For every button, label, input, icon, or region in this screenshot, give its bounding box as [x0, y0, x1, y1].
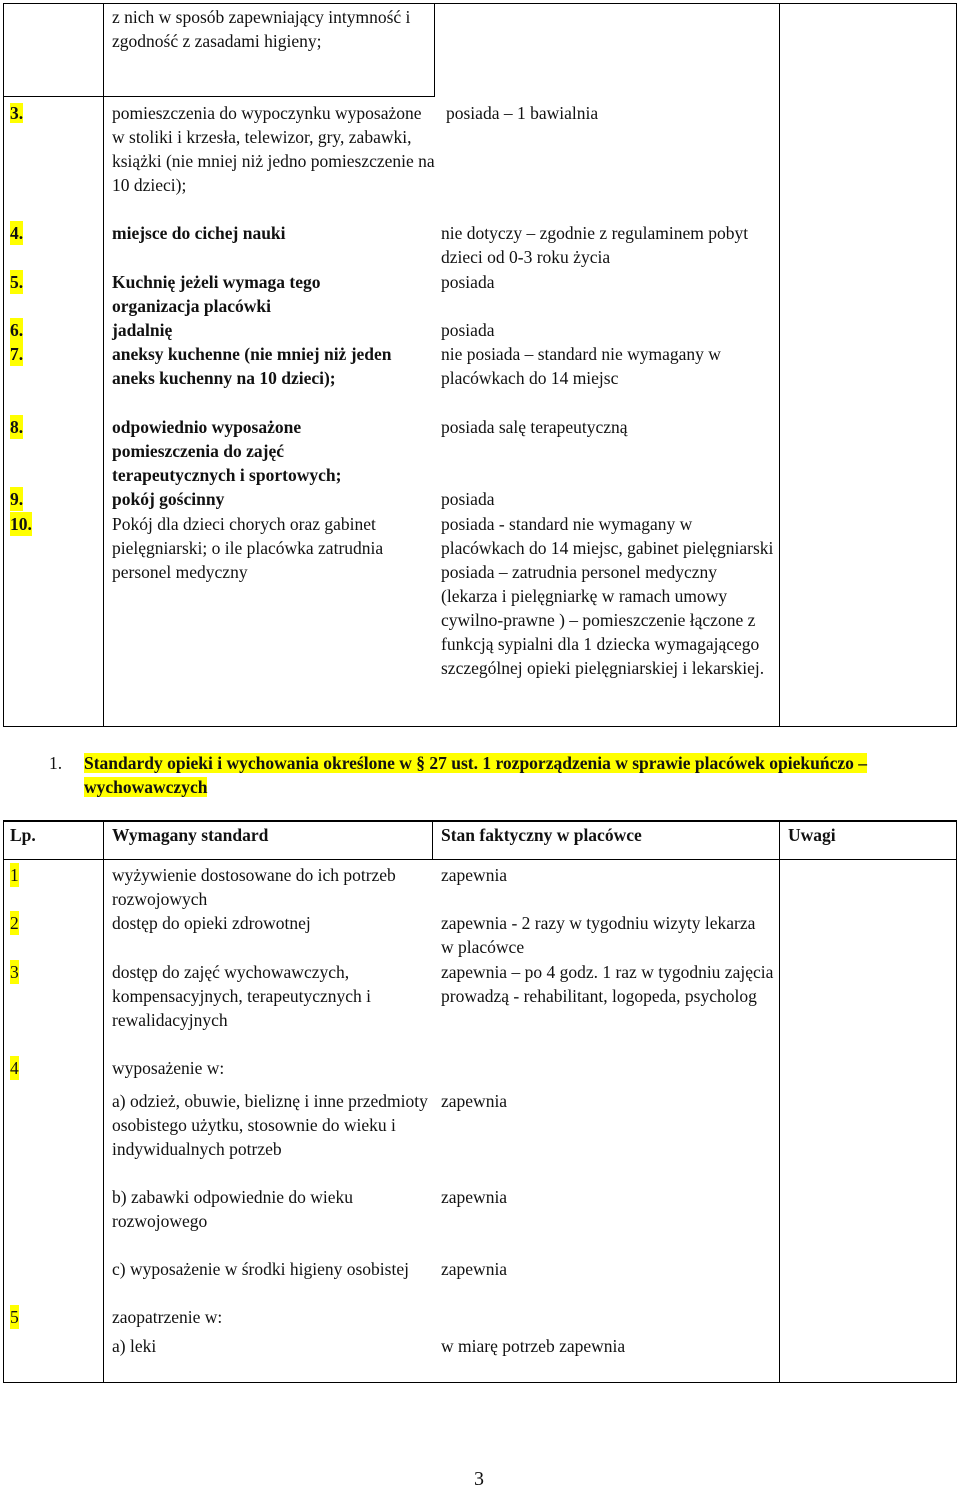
- table1-status: posiada: [441, 272, 495, 292]
- table1-row-number: 3.: [10, 103, 24, 123]
- table1-status: nie posiada – standard nie wymagany w placówkach do 14 miejsc: [441, 344, 721, 388]
- table2-status: zapewnia: [441, 1259, 508, 1279]
- table1-status: posiada salę terapeutyczną: [441, 417, 628, 437]
- table1-border-left: [3, 3, 4, 727]
- table2-row-line: [3, 859, 956, 860]
- table1-standard: odpowiednio wyposażone pomieszczenia do zajęć terapeutycznych i sportowych;: [112, 417, 342, 485]
- table1-row-number: 10.: [10, 514, 32, 534]
- table2-header-status: Stan faktyczny w placówce: [441, 825, 642, 845]
- table2-row-lp: 2: [10, 913, 19, 933]
- table2-header-notes: Uwagi: [788, 825, 836, 845]
- table1-border-top: [3, 3, 956, 4]
- table2-row-lp: 1: [10, 865, 19, 885]
- table2-row-lp: 5: [10, 1307, 19, 1327]
- table2-col-line: [103, 820, 104, 1383]
- table1-status: posiada – 1 bawialnia: [446, 103, 599, 123]
- table1-status: posiada: [441, 320, 495, 340]
- table1-col-line: [434, 3, 435, 97]
- table2-status: zapewnia - 2 razy w tygodniu wizyty lekarza w placówce: [441, 913, 756, 957]
- table2-border-bottom: [3, 1382, 956, 1383]
- table2-row-lp: 3: [10, 962, 19, 982]
- section-number: 1.: [49, 753, 63, 773]
- table2-standard: wyżywienie dostosowane do ich potrzeb rozwojowych: [112, 865, 396, 909]
- table2-status: zapewnia – po 4 godz. 1 raz w tygodniu zajęcia prowadzą - rehabilitant, logopeda, psycholog: [441, 962, 774, 1006]
- table2-row-lp: 4: [10, 1058, 19, 1078]
- table1-standard: Kuchnię jeżeli wymaga tego organizacja placówki: [112, 272, 321, 316]
- table1-standard: aneksy kuchenne (nie mniej niż jeden aneks kuchenny na 10 dzieci);: [112, 344, 392, 388]
- table1-row-number: 7.: [10, 344, 24, 364]
- table1-row-line: [3, 96, 435, 97]
- table2-standard: a) leki: [112, 1336, 157, 1356]
- table1-standard: Pokój dla dzieci chorych oraz gabinet pielęgniarski; o ile placówka zatrudnia personel medyczny: [112, 514, 384, 582]
- table1-col-line: [779, 3, 780, 727]
- table1-row-number: 5.: [10, 272, 24, 292]
- table2-border-top: [3, 820, 956, 822]
- table1-border-right: [956, 3, 957, 727]
- table1-standard: pokój gościnny: [112, 489, 225, 509]
- table2-col-line: [432, 820, 433, 860]
- table1-status: nie dotyczy – zgodnie z regulaminem pobyt dzieci od 0-3 roku życia: [441, 223, 749, 267]
- table1-status: posiada - standard nie wymagany w placówkach do 14 miejsc, gabinet pielęgniarski posiada – zatrudnia personel medyczny (lekarza i pielęgniarkę w ramach umowy cywilno-prawne ) – pomieszczenie łączone z funkcją sypialni dla 1 dziecka wymagającego szczególnej opieki pielęgniarskiej i lekarskiej.: [441, 514, 774, 678]
- table2-border-right: [956, 820, 957, 1383]
- table2-status: zapewnia: [441, 1187, 508, 1207]
- table1-standard: pomieszczenia do wypoczynku wyposażone w stoliki i krzesła, telewizor, gry, zabawki, książki (nie mniej niż jedno pomieszczenie na 10 dzieci);: [112, 103, 435, 195]
- table2-standard: zaopatrzenie w:: [112, 1307, 223, 1327]
- page-number: 3: [474, 1468, 484, 1490]
- table1-standard: z nich w sposób zapewniający intymność i zgodność z zasadami higieny;: [112, 7, 411, 51]
- table1-standard: miejsce do cichej nauki: [112, 223, 286, 243]
- section-title: Standardy opieki i wychowania określone w § 27 ust. 1 rozporządzenia w sprawie placówek opiekuńczo – wychowawczych: [84, 753, 868, 797]
- table1-col-line: [103, 3, 104, 727]
- table2-standard: dostęp do zajęć wychowawczych, kompensacyjnych, terapeutycznych i rewalidacyjnych: [112, 962, 371, 1030]
- table2-standard: wyposażenie w:: [112, 1058, 225, 1078]
- table2-header-standard: Wymagany standard: [112, 825, 269, 845]
- table2-status: zapewnia: [441, 865, 508, 885]
- table2-col-line: [779, 820, 780, 1383]
- table1-standard: jadalnię: [112, 320, 173, 340]
- table2-status: w miarę potrzeb zapewnia: [441, 1336, 626, 1356]
- table1-row-number: 6.: [10, 320, 24, 340]
- table2-header-lp: Lp.: [10, 825, 36, 845]
- table1-row-number: 8.: [10, 417, 24, 437]
- table2-standard: c) wyposażenie w środki higieny osobistej: [112, 1259, 409, 1279]
- table1-row-number: 9.: [10, 489, 24, 509]
- table2-border-left: [3, 820, 4, 1383]
- table2-standard: a) odzież, obuwie, bieliznę i inne przedmioty osobistego użytku, stosownie do wieku i indywidualnych potrzeb: [112, 1091, 428, 1159]
- table2-standard: b) zabawki odpowiednie do wieku rozwojowego: [112, 1187, 354, 1231]
- table2-status: zapewnia: [441, 1091, 508, 1111]
- table1-status: posiada: [441, 489, 495, 509]
- table1-border-bottom: [3, 726, 956, 727]
- table1-row-number: 4.: [10, 223, 24, 243]
- table2-standard: dostęp do opieki zdrowotnej: [112, 913, 311, 933]
